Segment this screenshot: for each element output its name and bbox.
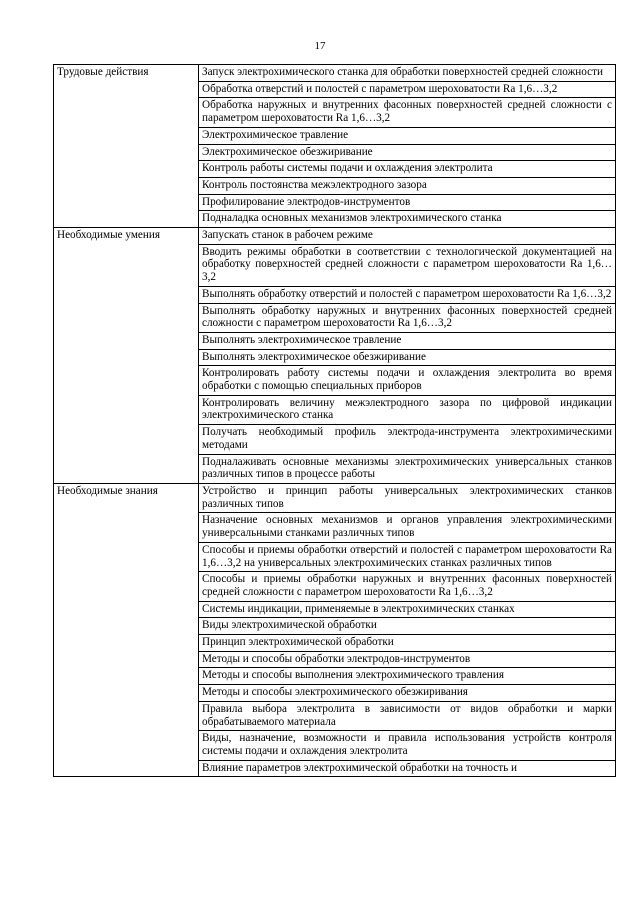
table-row (54, 65, 616, 82)
section-item: Электрохимическое травление (199, 127, 616, 144)
section-item: Способы и приемы обработки отверстий и полостей с параметром шероховатости Ra 1,6…3,2 на универсальных электрохимических станках различных типов (199, 542, 616, 571)
section-item: Запуск электрохимического станка для обработки поверхностей средней сложности (199, 65, 616, 82)
section-item: Правила выбора электролита в зависимости от видов обработки и марки обрабатываемого материала (199, 701, 616, 730)
section-label: Необходимые умения (54, 228, 199, 484)
section-item: Вводить режимы обработки в соответствии с технологической документацией на обработку поверхностей средней сложности с параметром шероховатости Ra 1,6…3,2 (199, 244, 616, 286)
section-item: Устройство и принцип работы универсальных электрохимических станков различных типов (199, 483, 616, 512)
section-label: Необходимые знания (54, 483, 199, 776)
section-item: Системы индикации, применяемые в электрохимических станках (199, 601, 616, 618)
section-item: Контролировать работу системы подачи и охлаждения электролита во время обработки с помощью специальных приборов (199, 366, 616, 395)
section-item: Контроль постоянства межэлектродного зазора (199, 177, 616, 194)
section-item: Влияние параметров электрохимической обработки на точность и (199, 760, 616, 777)
section-item: Способы и приемы обработки наружных и внутренних фасонных поверхностей средней сложности с параметром шероховатости Ra 1,6…3,2 (199, 572, 616, 601)
section-item: Методы и способы обработки электродов-инструментов (199, 651, 616, 668)
section-item: Выполнять электрохимическое травление (199, 332, 616, 349)
section-item: Выполнять электрохимическое обезжиривание (199, 349, 616, 366)
table-row (54, 228, 616, 245)
section-item: Контроль работы системы подачи и охлаждения электролита (199, 161, 616, 178)
section-item: Виды электрохимической обработки (199, 618, 616, 635)
section-item: Обработка наружных и внутренних фасонных поверхностей средней сложности с параметром шероховатости Ra 1,6…3,2 (199, 98, 616, 127)
section-item: Профилирование электродов-инструментов (199, 194, 616, 211)
section-item: Методы и способы выполнения электрохимического травления (199, 668, 616, 685)
section-item: Выполнять обработку наружных и внутренних фасонных поверхностей средней сложности с параметром шероховатости Ra 1,6…3,2 (199, 303, 616, 332)
section-item: Методы и способы электрохимического обезжиривания (199, 685, 616, 702)
section-item: Назначение основных механизмов и органов управления электрохимическими универсальными станками различных типов (199, 513, 616, 542)
section-item: Обработка отверстий и полостей с параметром шероховатости Ra 1,6…3,2 (199, 81, 616, 98)
section-item: Виды, назначение, возможности и правила использования устройств контроля системы подачи и охлаждения электролита (199, 731, 616, 760)
section-item: Выполнять обработку отверстий и полостей с параметром шероховатости Ra 1,6…3,2 (199, 286, 616, 303)
section-item: Подналадка основных механизмов электрохимического станка (199, 211, 616, 228)
section-item: Получать необходимый профиль электрода-инструмента электрохимическими методами (199, 425, 616, 454)
section-label: Трудовые действия (54, 65, 199, 228)
table-row (54, 483, 616, 512)
table-body (54, 65, 616, 777)
section-item: Контролировать величину межэлектродного зазора по цифровой индикации электрохимического станка (199, 395, 616, 424)
page-number: 17 (314, 40, 326, 52)
section-item: Принцип электрохимической обработки (199, 635, 616, 652)
section-item: Электрохимическое обезжиривание (199, 144, 616, 161)
labor-function-table (53, 64, 616, 777)
section-item: Запускать станок в рабочем режиме (199, 228, 616, 245)
section-item: Подналаживать основные механизмы электрохимических универсальных станков различных типов в процессе работы (199, 454, 616, 483)
